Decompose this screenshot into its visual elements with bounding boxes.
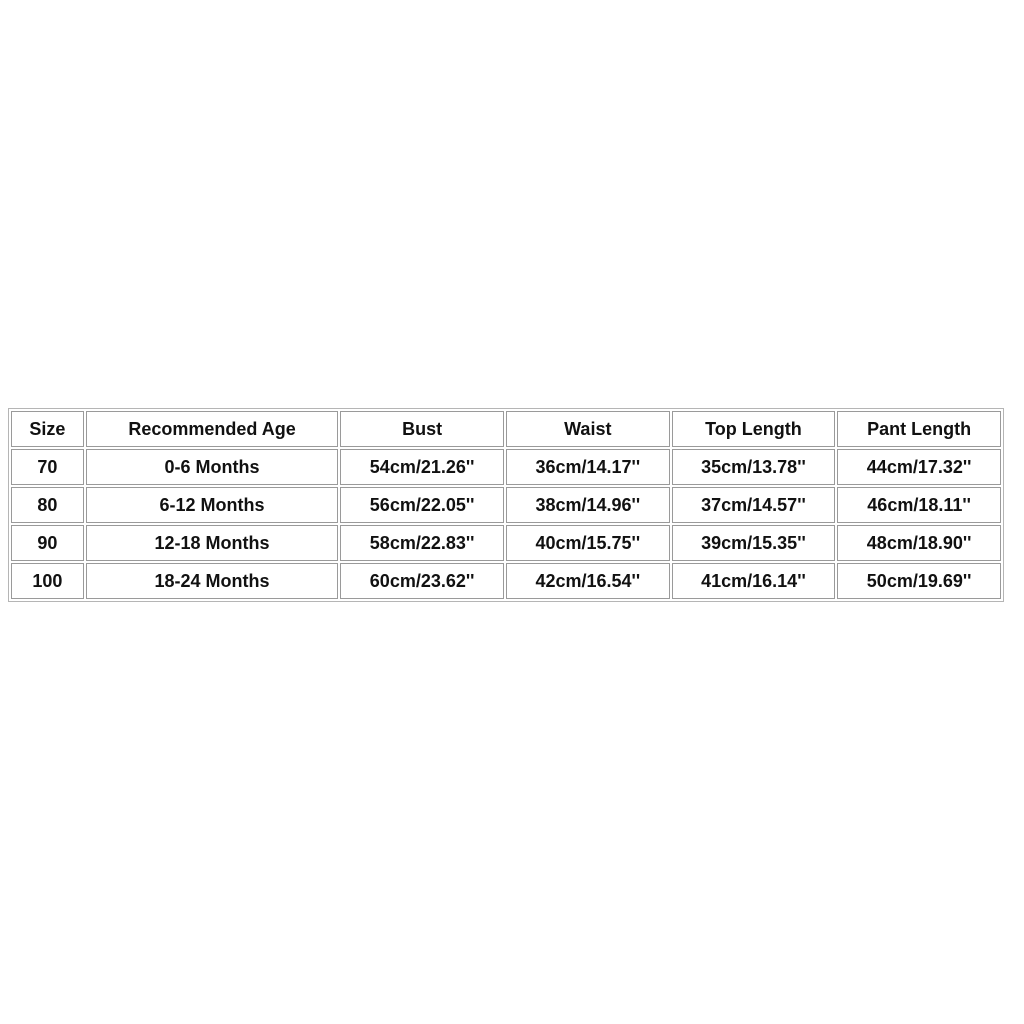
cell-bust: 60cm/23.62'' <box>340 563 504 599</box>
header-pant-length: Pant Length <box>837 411 1001 447</box>
cell-bust: 58cm/22.83'' <box>340 525 504 561</box>
cell-top-length: 39cm/15.35'' <box>672 525 836 561</box>
table-row <box>11 525 1001 561</box>
cell-size: 70 <box>11 449 84 485</box>
cell-waist: 42cm/16.54'' <box>506 563 670 599</box>
cell-pant-length: 46cm/18.11'' <box>837 487 1001 523</box>
cell-recommended-age: 0-6 Months <box>86 449 339 485</box>
cell-pant-length: 50cm/19.69'' <box>837 563 1001 599</box>
cell-recommended-age: 12-18 Months <box>86 525 339 561</box>
size-chart <box>8 408 1004 602</box>
cell-top-length: 41cm/16.14'' <box>672 563 836 599</box>
header-row <box>11 411 1001 447</box>
cell-pant-length: 44cm/17.32'' <box>837 449 1001 485</box>
cell-bust: 56cm/22.05'' <box>340 487 504 523</box>
table-row <box>11 563 1001 599</box>
header-bust: Bust <box>340 411 504 447</box>
header-size: Size <box>11 411 84 447</box>
cell-bust: 54cm/21.26'' <box>340 449 504 485</box>
cell-size: 90 <box>11 525 84 561</box>
cell-waist: 36cm/14.17'' <box>506 449 670 485</box>
cell-recommended-age: 6-12 Months <box>86 487 339 523</box>
table-row <box>11 487 1001 523</box>
header-top-length: Top Length <box>672 411 836 447</box>
header-waist: Waist <box>506 411 670 447</box>
size-chart-table <box>8 408 1004 602</box>
cell-size: 80 <box>11 487 84 523</box>
cell-pant-length: 48cm/18.90'' <box>837 525 1001 561</box>
cell-size: 100 <box>11 563 84 599</box>
cell-waist: 38cm/14.96'' <box>506 487 670 523</box>
header-recommended-age: Recommended Age <box>86 411 339 447</box>
cell-top-length: 37cm/14.57'' <box>672 487 836 523</box>
table-row <box>11 449 1001 485</box>
cell-recommended-age: 18-24 Months <box>86 563 339 599</box>
cell-waist: 40cm/15.75'' <box>506 525 670 561</box>
cell-top-length: 35cm/13.78'' <box>672 449 836 485</box>
